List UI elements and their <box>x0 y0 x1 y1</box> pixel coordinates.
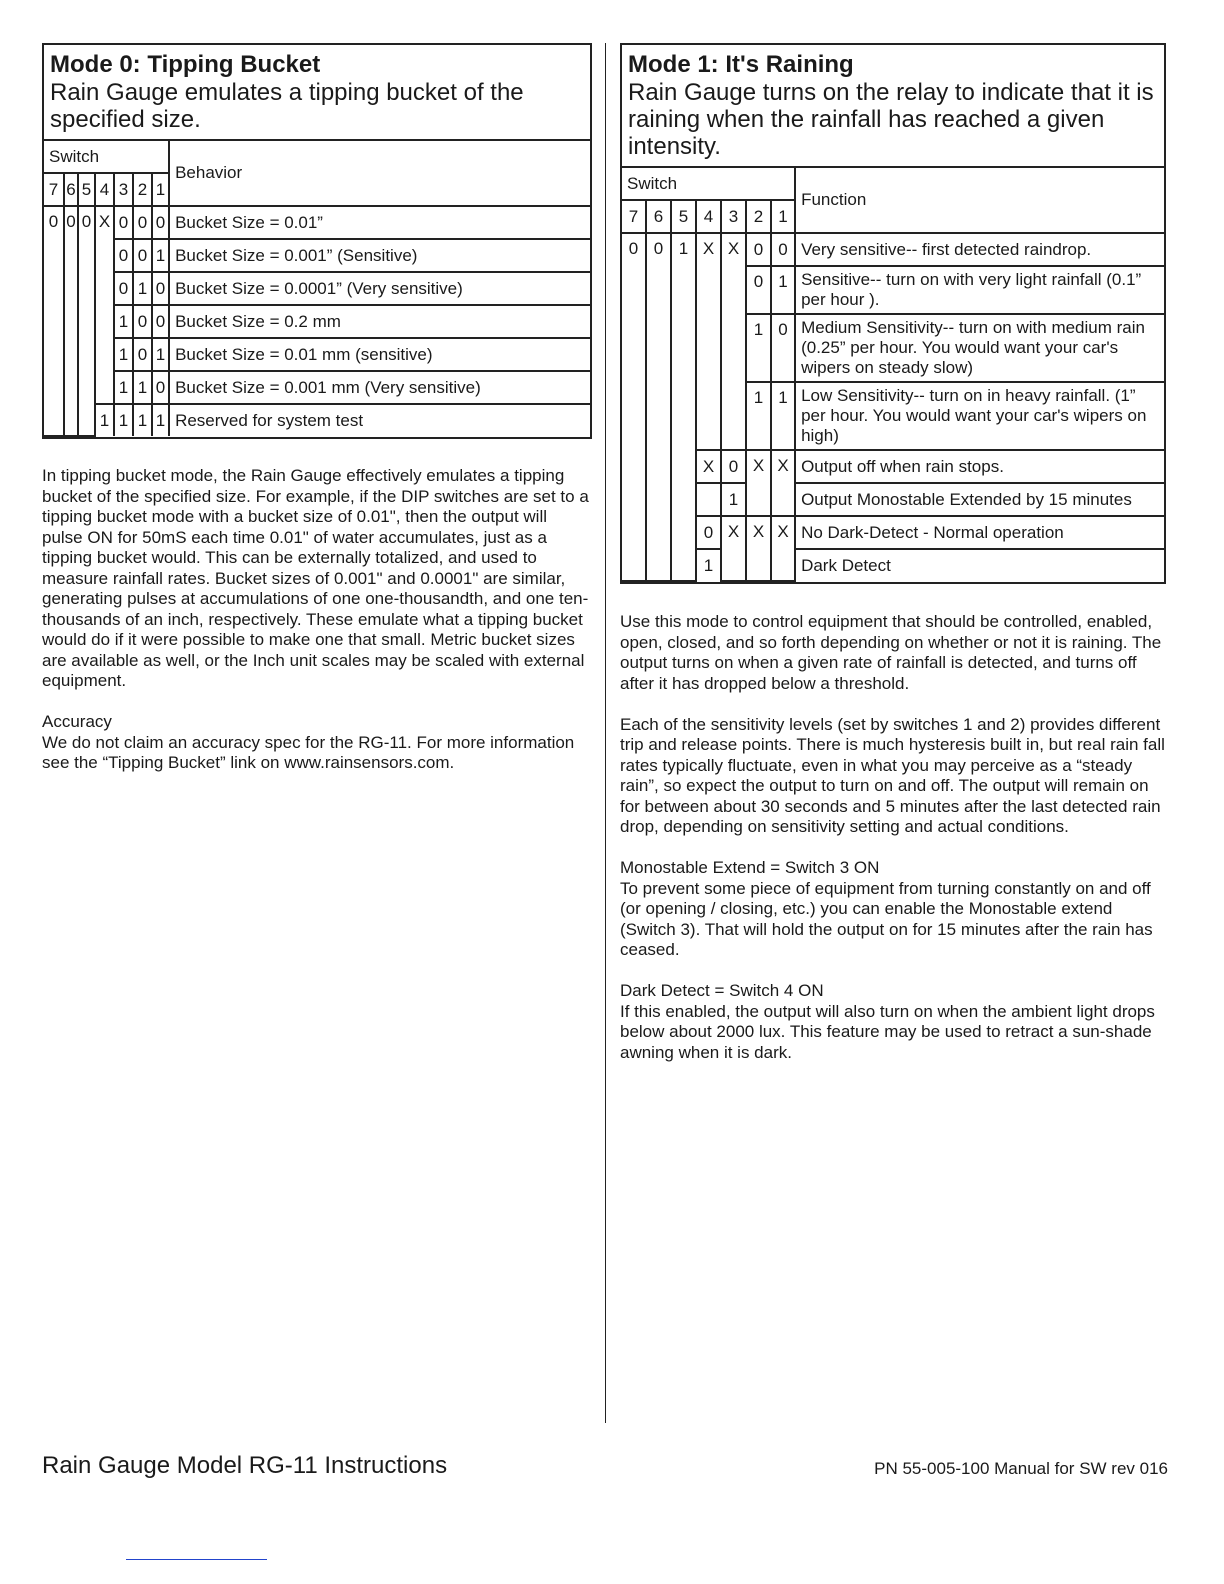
switch-header: Switch <box>44 141 169 173</box>
bit-cell: X <box>746 450 771 516</box>
table-header-row <box>44 141 590 173</box>
bit-cell: 1 <box>114 371 133 404</box>
table-row <box>44 338 590 371</box>
switch-header: Switch <box>622 168 795 200</box>
left-column <box>42 43 592 774</box>
empty-cell <box>696 483 721 516</box>
table-row <box>622 549 1164 581</box>
table-header-row <box>622 168 1164 200</box>
bit-cell: 1 <box>152 338 169 371</box>
bit-cell: 0 <box>646 233 671 581</box>
footer-title: Rain Gauge Model RG-11 Instructions <box>42 1452 448 1479</box>
switch-number: 6 <box>64 173 78 206</box>
switch-number: 3 <box>114 173 133 206</box>
behavior-cell: Bucket Size = 0.2 mm <box>169 305 590 338</box>
dark-detect-text: If this enabled, the output will also turn on when the ambient light drops below about 2000 lux. This feature may be used to retract a sun-shade awning when it is dark. <box>620 1001 1155 1062</box>
bit-cell: 0 <box>78 206 95 436</box>
bit-cell: 1 <box>671 233 696 581</box>
switch-number: 4 <box>696 200 721 233</box>
switch-number: 1 <box>771 200 795 233</box>
bit-cell: 0 <box>114 272 133 305</box>
behavior-cell: Bucket Size = 0.001 mm (Very sensitive) <box>169 371 590 404</box>
table-row <box>44 272 590 305</box>
table-row <box>44 206 590 239</box>
bit-cell: X <box>721 233 746 450</box>
bit-cell: 1 <box>114 404 133 436</box>
bit-cell: 0 <box>771 233 795 266</box>
bit-cell: 0 <box>152 272 169 305</box>
bit-cell: X <box>696 450 721 483</box>
bit-cell: 0 <box>133 305 152 338</box>
bit-cell: 0 <box>771 314 795 382</box>
function-cell: Medium Sensitivity-- turn on with medium rain (0.25” per hour. You would want your car's wipers on steady slow) <box>795 314 1164 382</box>
mode1-switch-table <box>622 168 1164 582</box>
switch-number: 5 <box>671 200 696 233</box>
accuracy-heading: Accuracy <box>42 712 112 731</box>
switch-number: 4 <box>95 173 114 206</box>
bit-cell: 1 <box>114 305 133 338</box>
switch-number: 6 <box>646 200 671 233</box>
function-cell: Sensitive-- turn on with very light rainfall (0.1” per hour ). <box>795 266 1164 314</box>
behavior-header: Behavior <box>169 141 590 206</box>
switch-number: 7 <box>622 200 646 233</box>
column-divider <box>605 43 606 1423</box>
mode1-para2: Each of the sensitivity levels (set by switches 1 and 2) provides different trip and release points. There is much hysteresis built in, but real rain fall rates typically fluctuate, even in what you may perceive as a “steady rain”, so expect the output to turn on and off. The output will remain on for between about 30 seconds and 5 minutes after the last detected rain drop, depending on sensitivity setting and actual conditions. <box>620 714 1165 836</box>
table-row <box>622 516 1164 549</box>
bit-cell: 1 <box>152 239 169 272</box>
behavior-cell: Bucket Size = 0.01” <box>169 206 590 239</box>
mode1-title: Mode 1: It's Raining <box>628 51 854 78</box>
link-underline <box>126 1559 267 1560</box>
bit-cell: X <box>771 450 795 516</box>
monostable-heading: Monostable Extend = Switch 3 ON <box>620 858 880 877</box>
bit-cell: 0 <box>114 239 133 272</box>
function-cell: No Dark-Detect - Normal operation <box>795 516 1164 549</box>
bit-cell: 1 <box>746 314 771 382</box>
function-cell: Low Sensitivity-- turn on in heavy rainfall. (1” per hour. You would want your car's wipers on high) <box>795 382 1164 450</box>
behavior-cell: Bucket Size = 0.001” (Sensitive) <box>169 239 590 272</box>
mode0-title: Mode 0: Tipping Bucket <box>50 51 321 78</box>
bit-cell: 0 <box>133 206 152 239</box>
bit-cell: 1 <box>746 382 771 450</box>
mode0-box <box>42 43 592 439</box>
bit-cell: X <box>746 516 771 581</box>
bit-cell: 0 <box>746 266 771 314</box>
bit-cell: 1 <box>95 404 114 436</box>
footer-part-number: PN 55-005-100 Manual for SW rev 016 <box>874 1459 1168 1478</box>
table-row <box>622 233 1164 266</box>
bit-cell: 1 <box>152 404 169 436</box>
switch-number: 7 <box>44 173 64 206</box>
mode1-header <box>622 45 1164 168</box>
switch-number: 2 <box>133 173 152 206</box>
bit-cell: 1 <box>114 338 133 371</box>
mode0-subtitle: Rain Gauge emulates a tipping bucket of the specified size. <box>50 79 524 133</box>
table-row <box>44 305 590 338</box>
switch-number: 1 <box>152 173 169 206</box>
switch-number: 2 <box>746 200 771 233</box>
bit-cell: X <box>696 233 721 450</box>
bit-cell: 0 <box>696 516 721 549</box>
behavior-cell: Bucket Size = 0.01 mm (sensitive) <box>169 338 590 371</box>
switch-number: 5 <box>78 173 95 206</box>
bit-cell: 1 <box>696 549 721 581</box>
function-cell: Dark Detect <box>795 549 1164 581</box>
bit-cell: 0 <box>44 206 64 436</box>
bit-cell: 0 <box>622 233 646 581</box>
mode0-header <box>44 45 590 141</box>
bit-cell: 0 <box>133 338 152 371</box>
mode1-subtitle: Rain Gauge turns on the relay to indicate that it is raining when the rainfall has reached a given intensity. <box>628 79 1154 160</box>
table-row <box>44 239 590 272</box>
monostable-text: To prevent some piece of equipment from turning constantly on and off (or opening / closing, etc.) you can enable the Monostable extend (Switch 3). That will hold the output on for 15 minutes after the rain has ceased. <box>620 878 1153 959</box>
function-header: Function <box>795 168 1164 233</box>
bit-cell: 0 <box>746 233 771 266</box>
bit-cell: 1 <box>133 404 152 436</box>
accuracy-text: We do not claim an accuracy spec for the RG-11. For more information see the “Tipping Bucket” link on www.rainsensors.com. <box>42 732 575 772</box>
mode0-description: In tipping bucket mode, the Rain Gauge effectively emulates a tipping bucket of the specified size. For example, if the DIP switches are set to a tipping bucket mode with a bucket size of 0.01", then the output will pulse ON for 50mS each time 0.01" of water accumulates, just as a tipping bucket would. This can be externally totalized, and used to measure rainfall rates. Bucket sizes of 0.001" and 0.0001" are similar, generating pulses at accumulations of one one-thousandth, and one ten-thousands of an inch, respectively. These emulate what a tipping bucket would do if it were possible to make one that small. Metric bucket sizes are available as well, or the Inch unit scales may be scaled with external equipment. <box>42 466 589 690</box>
mode1-box <box>620 43 1166 584</box>
bit-cell: 1 <box>133 371 152 404</box>
mode0-switch-table <box>44 141 590 437</box>
bit-cell: 1 <box>771 382 795 450</box>
right-column <box>620 43 1166 1063</box>
bit-cell: 0 <box>721 450 746 483</box>
table-row <box>44 371 590 404</box>
bit-cell: 0 <box>64 206 78 436</box>
bit-cell: 0 <box>133 239 152 272</box>
function-cell: Output off when rain stops. <box>795 450 1164 483</box>
bit-cell: X <box>721 516 746 581</box>
function-cell: Very sensitive-- first detected raindrop. <box>795 233 1164 266</box>
behavior-cell: Bucket Size = 0.0001” (Very sensitive) <box>169 272 590 305</box>
bit-cell: 1 <box>133 272 152 305</box>
bit-cell: X <box>95 206 114 404</box>
function-cell: Output Monostable Extended by 15 minutes <box>795 483 1164 516</box>
bit-cell: 1 <box>771 266 795 314</box>
bit-cell: 0 <box>152 206 169 239</box>
table-row <box>44 404 590 436</box>
switch-number: 3 <box>721 200 746 233</box>
bit-cell: 0 <box>152 305 169 338</box>
behavior-cell: Reserved for system test <box>169 404 590 436</box>
dark-detect-heading: Dark Detect = Switch 4 ON <box>620 981 824 1000</box>
table-row <box>622 450 1164 483</box>
bit-cell: 1 <box>721 483 746 516</box>
bit-cell: X <box>771 516 795 581</box>
bit-cell: 0 <box>152 371 169 404</box>
table-row <box>622 483 1164 516</box>
bit-cell: 0 <box>114 206 133 239</box>
mode1-para1: Use this mode to control equipment that should be controlled, enabled, open, closed, and so forth depending on whether or not it is raining. The output turns on when a given rate of rainfall is detected, and turns off after it has dropped below a threshold. <box>620 612 1162 693</box>
